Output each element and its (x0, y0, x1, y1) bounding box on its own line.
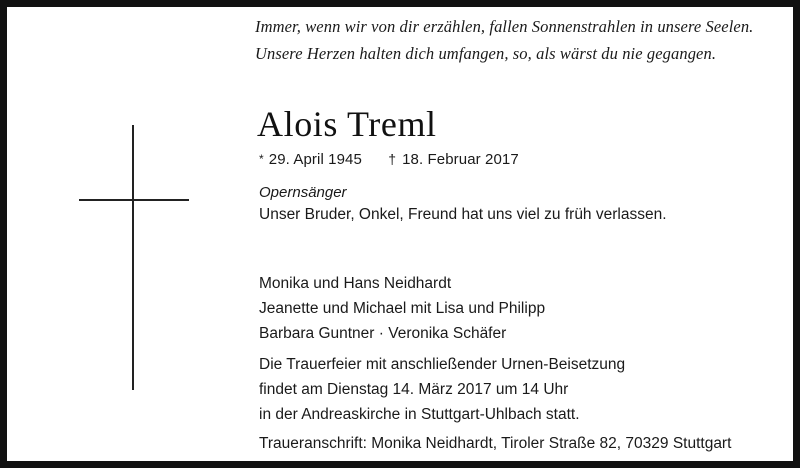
family-line-1: Monika und Hans Neidhardt (259, 275, 452, 292)
mourning-address: Traueranschrift: Monika Neidhardt, Tiroler Straße 82, 70329 Stuttgart (259, 435, 732, 452)
deceased-name: Alois Treml (257, 104, 437, 144)
death-date-group (388, 151, 519, 168)
christian-cross-icon (79, 125, 189, 390)
life-dates (259, 151, 519, 168)
verse-line-1: Immer, wenn wir von dir erzählen, fallen Sonnenstrahlen in unsere Seelen. (255, 17, 754, 36)
family-line-2: Jeanette und Michael mit Lisa und Philipp (259, 300, 546, 318)
farewell-message: Unser Bruder, Onkel, Freund hat uns viel zu früh verlassen. (259, 206, 667, 223)
profession-label: Opernsänger (259, 184, 347, 201)
ceremony-line-1: Die Trauerfeier mit anschließender Urnen-Beisetzung (259, 356, 626, 373)
verse-line-2: Unsere Herzen halten dich umfangen, so, als wärst du nie gegangen. (255, 43, 717, 63)
memorial-verse (255, 14, 775, 67)
death-date: 18. Februar 2017 (402, 151, 519, 168)
notice-inner (7, 7, 793, 461)
ceremony-line-3: in der Andreaskirche in Stuttgart-Uhlbach statt. (259, 406, 580, 424)
ceremony-line-2: findet am Dienstag 14. März 2017 um 14 Uhr (259, 381, 569, 399)
cross-horizontal-bar (79, 199, 189, 201)
family-line-3: Barbara Guntner · Veronika Schäfer (259, 325, 507, 343)
cross-vertical-bar (132, 125, 134, 390)
family-members (259, 271, 545, 346)
birth-star-icon: * (259, 152, 264, 166)
ceremony-details (259, 352, 625, 427)
death-cross-icon: † (388, 151, 397, 167)
birth-date-group (259, 151, 366, 168)
birth-date: 29. April 1945 (268, 151, 362, 168)
